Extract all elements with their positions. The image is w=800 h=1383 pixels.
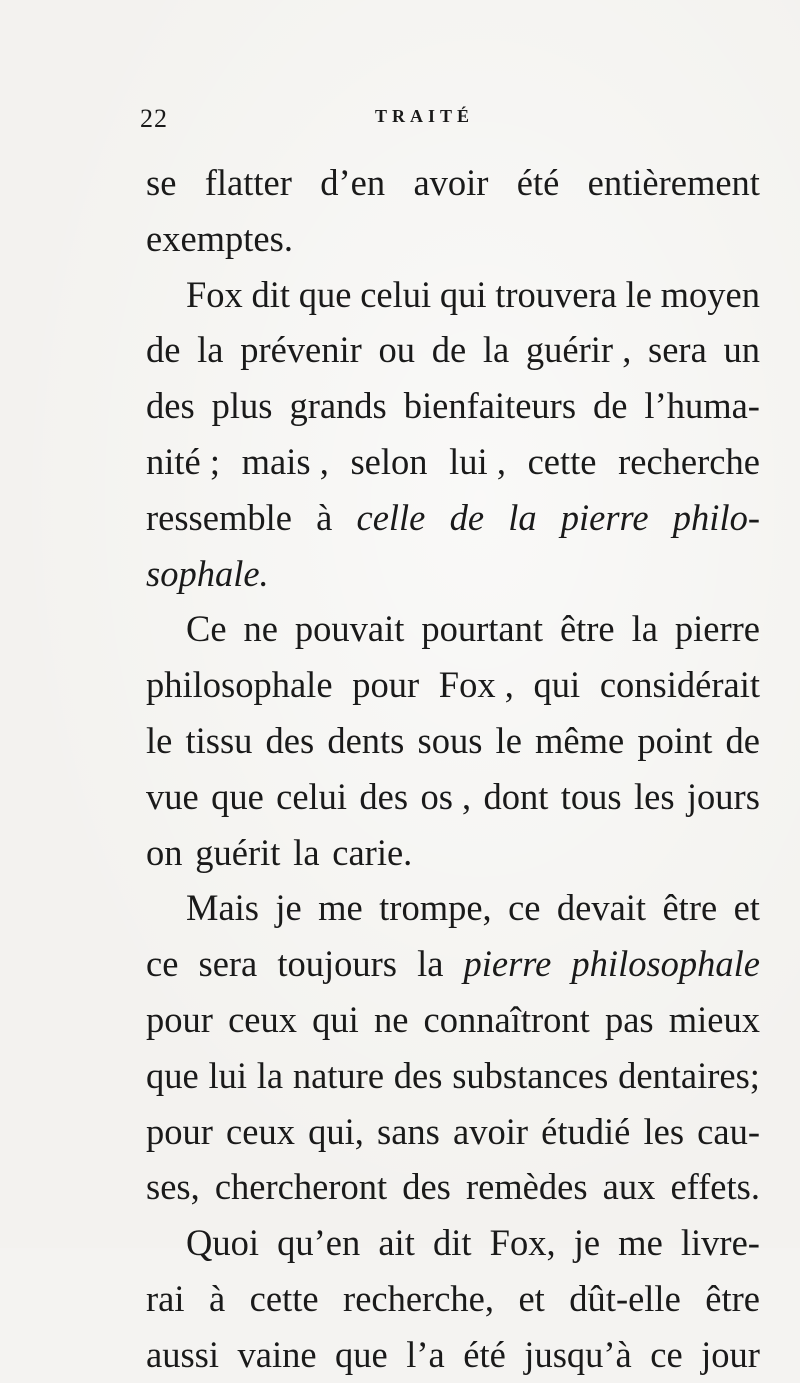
text-line: [146, 825, 760, 881]
word: dont: [483, 775, 549, 817]
word: on: [146, 831, 183, 873]
paragraph: [146, 601, 760, 880]
paragraph: [146, 267, 760, 602]
word: prévenir: [240, 329, 362, 371]
word: que: [335, 1333, 388, 1375]
word: connaîtront: [423, 998, 590, 1040]
text-line: [146, 378, 760, 434]
word: ressemble: [146, 496, 292, 538]
text-line: [146, 1215, 760, 1271]
word: ce: [508, 887, 541, 929]
word: Quoi: [186, 1222, 259, 1264]
word: point: [637, 719, 713, 761]
word: la: [631, 608, 658, 650]
word: avoir: [413, 162, 489, 203]
word: être: [662, 887, 718, 929]
word: ses,: [146, 1166, 200, 1208]
word: lui ,: [449, 440, 506, 482]
word: la: [293, 831, 320, 873]
word: je: [275, 887, 302, 929]
word: tous: [560, 775, 622, 817]
italic-word: pierre: [560, 496, 649, 538]
word: celui: [360, 273, 432, 315]
word: guérir ,: [525, 329, 632, 371]
text-line: [146, 1159, 760, 1215]
italic-word: celle: [356, 496, 426, 538]
word: ce: [146, 943, 179, 985]
word: plus: [211, 385, 273, 427]
page-number: 22: [140, 104, 168, 133]
word: nité ;: [146, 440, 220, 482]
word: de: [146, 329, 181, 371]
text-line: [146, 992, 760, 1048]
word: l’a: [406, 1333, 445, 1375]
word: dentaires;: [618, 1054, 760, 1096]
word: ce: [650, 1333, 683, 1375]
word: l’huma-: [644, 385, 760, 427]
word: entièrement: [587, 162, 760, 203]
word: remèdes: [465, 1166, 588, 1208]
italic-word: pierre: [463, 943, 552, 985]
word: que: [146, 1054, 199, 1096]
word: pour: [146, 1110, 213, 1152]
word: vue: [146, 775, 199, 817]
word: des: [359, 775, 409, 817]
text-line: [146, 880, 760, 936]
page-header: [140, 100, 760, 133]
word: été: [463, 1333, 506, 1375]
body-text: [146, 155, 760, 1383]
word: ceux: [228, 998, 297, 1040]
text-line: [146, 657, 760, 713]
word: tissu: [185, 719, 253, 761]
word: pierre: [674, 608, 760, 650]
word: qui: [312, 998, 359, 1040]
word: la: [197, 329, 224, 371]
word: le: [625, 273, 652, 315]
word: cau-: [697, 1110, 760, 1152]
word: ne: [373, 998, 409, 1040]
word: aussi: [146, 1333, 219, 1375]
italic-word: sophale.: [146, 552, 269, 594]
word: jusqu’à: [524, 1333, 632, 1375]
word: être: [705, 1277, 760, 1319]
word: été: [516, 162, 560, 203]
word: carie.: [332, 831, 413, 873]
word: à: [316, 496, 333, 538]
italic-word: philo-: [672, 496, 760, 538]
word: la: [417, 943, 444, 985]
word: de: [431, 329, 467, 371]
word: me: [618, 1222, 663, 1264]
word: aux: [602, 1166, 656, 1208]
text-line: [146, 434, 760, 490]
text-line: [146, 211, 760, 267]
word: pour: [352, 664, 420, 706]
text-line: [146, 601, 760, 657]
word: qui: [533, 664, 581, 706]
paragraph: [146, 880, 760, 1215]
word: jours: [686, 775, 760, 817]
word: toujours: [277, 943, 397, 985]
text-line: [146, 1327, 760, 1383]
word: vaine: [237, 1333, 317, 1375]
word: moyen: [660, 273, 760, 315]
word: de: [593, 385, 628, 427]
word: Fox,: [489, 1222, 556, 1264]
word: trouvera: [495, 273, 617, 315]
word: pourtant: [421, 608, 543, 650]
word: dit: [251, 273, 291, 315]
word: d’en: [320, 162, 386, 203]
word: les: [643, 1110, 685, 1152]
word: qui,: [308, 1110, 364, 1152]
word: les: [634, 775, 675, 817]
word: Mais: [186, 887, 259, 929]
word: pouvait: [294, 608, 405, 650]
word: rai: [146, 1277, 185, 1319]
word: dit: [432, 1222, 472, 1264]
word: ait: [378, 1222, 415, 1264]
word: la: [482, 329, 510, 371]
word: cette: [249, 1277, 319, 1319]
word: pour: [146, 998, 213, 1040]
text-line: [146, 490, 760, 546]
word: sera: [648, 329, 707, 371]
italic-word: la: [508, 496, 537, 538]
word: pas: [604, 998, 654, 1040]
word: des: [146, 385, 195, 427]
word: chercheront: [214, 1166, 388, 1208]
text-line: [146, 1048, 760, 1104]
word: jour: [701, 1333, 760, 1375]
word: grands: [289, 385, 387, 427]
text-line: [146, 936, 760, 992]
text-line: [146, 1271, 760, 1327]
word: ou: [378, 329, 416, 371]
word: recherche,: [343, 1277, 494, 1319]
word: mieux: [668, 998, 760, 1040]
word: sous: [417, 719, 483, 761]
word: Ce: [186, 608, 227, 650]
word: et: [733, 887, 760, 929]
word: dût-elle: [569, 1277, 681, 1319]
word: philosophale: [146, 664, 333, 706]
word: des: [393, 1054, 443, 1096]
word: substances: [452, 1054, 609, 1096]
text-line: [146, 267, 760, 323]
text-line: [146, 769, 760, 825]
word: que: [211, 775, 264, 817]
word: de: [725, 719, 760, 761]
word: nature: [292, 1054, 385, 1096]
word: je: [573, 1222, 601, 1264]
italic-word: de: [449, 496, 485, 538]
text-line: [146, 322, 760, 378]
word: être: [559, 608, 615, 650]
word: lui: [208, 1054, 247, 1096]
word: des: [265, 719, 315, 761]
word: mais ,: [241, 440, 329, 482]
word: et: [518, 1277, 545, 1319]
word: sera: [198, 943, 258, 985]
word: ceux: [226, 1110, 295, 1152]
text-line: [146, 1104, 760, 1160]
word: sans: [377, 1110, 440, 1152]
word: devait: [556, 887, 647, 929]
word: effets.: [670, 1166, 760, 1208]
word: même: [535, 719, 625, 761]
word: étudié: [541, 1110, 631, 1152]
word: dents: [327, 719, 405, 761]
word: os ,: [420, 775, 472, 817]
text-line: [146, 713, 760, 769]
word: un: [723, 329, 760, 371]
word: celui: [276, 775, 348, 817]
paragraph: [146, 1215, 760, 1382]
word: se: [146, 162, 177, 203]
word: guérit: [195, 831, 281, 873]
word: que: [298, 273, 352, 315]
word: le: [495, 719, 522, 761]
word: recherche: [618, 440, 760, 482]
word: considérait: [599, 664, 760, 706]
word: flatter: [204, 162, 292, 203]
word: selon: [350, 440, 428, 482]
text-line: [146, 546, 760, 602]
word: me: [318, 887, 363, 929]
text-line: [146, 155, 760, 211]
word: Fox: [186, 273, 243, 315]
word: livre-: [680, 1222, 760, 1264]
word: exemptes.: [146, 217, 293, 259]
running-title: TRAITÉ: [375, 106, 475, 126]
word: avoir: [453, 1110, 529, 1152]
word: la: [256, 1054, 284, 1096]
italic-word: philosophale: [571, 943, 760, 985]
word: trompe,: [379, 887, 492, 929]
word: Fox ,: [438, 664, 514, 706]
word: à: [208, 1277, 226, 1319]
word: cette: [527, 440, 597, 482]
word: le: [146, 719, 173, 761]
word: bienfaiteurs: [403, 385, 577, 427]
word: qu’en: [277, 1222, 361, 1264]
word: des: [402, 1166, 451, 1208]
word: qui: [439, 273, 487, 315]
word: ne: [243, 608, 278, 650]
paragraph: [146, 155, 760, 267]
